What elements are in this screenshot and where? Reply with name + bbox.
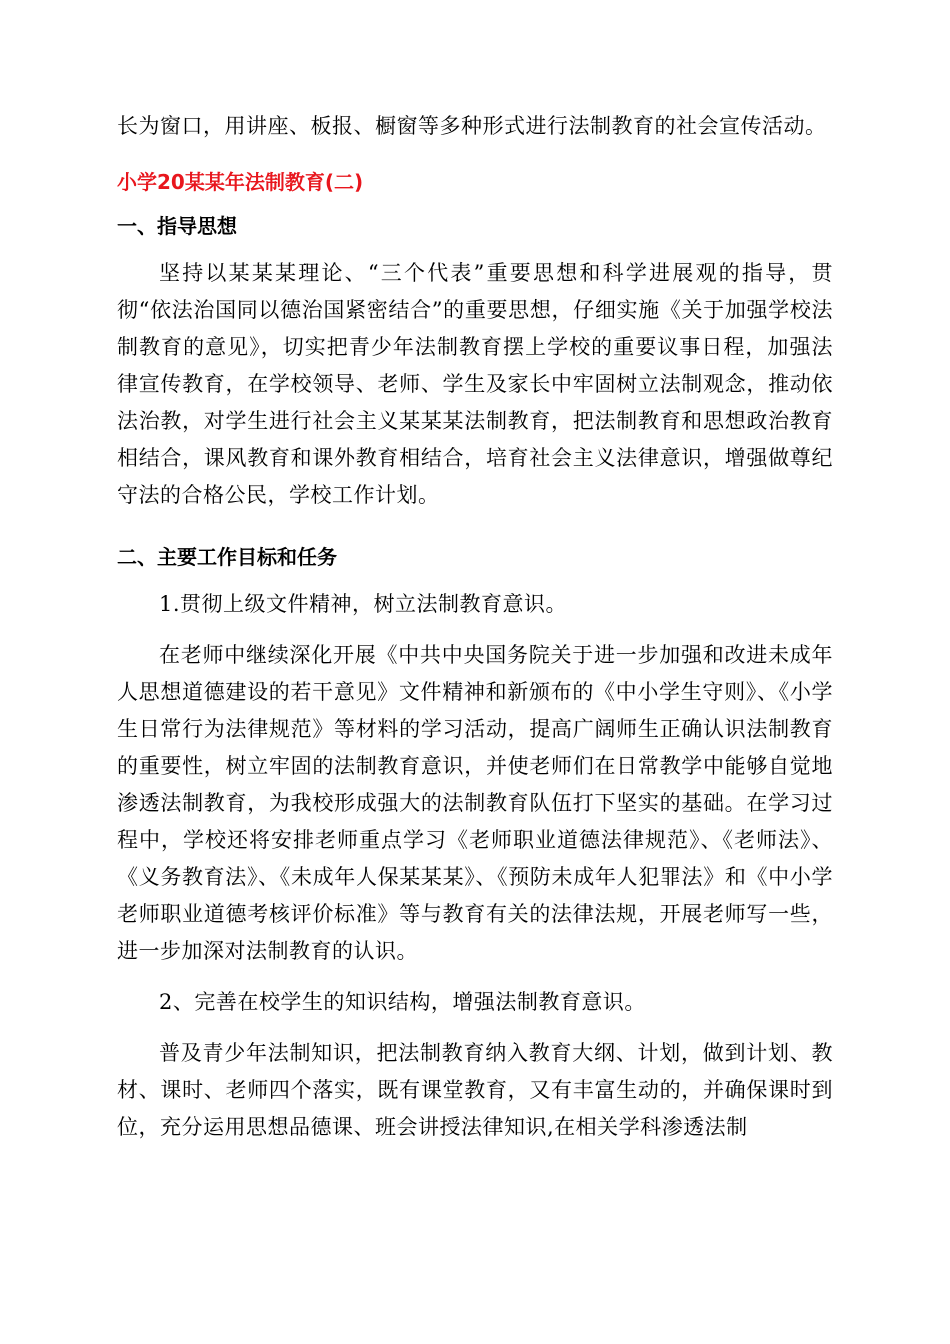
paragraph-guiding-ideology: 坚持以某某某理论、“三个代表”重要思想和科学进展观的指导，贯彻“依法治国同以德治国紧密结合”的重要思想，仔细实施《关于加强学校法制教育的意见》，切实把青少年法制教育摆上学校的重要议事日程，加强法律宣传教育，在学校领导、老师、学生及家长中牢固树立法制观念，推动依法治教，对学生进行社会主义某某某法制教育，把法制教育和思想政治教育相结合，课风教育和课外教育相结合，培育社会主义法律意识，增强做尊纪守法的合格公民，学校工作计划。 [117, 261, 833, 507]
document-page [117, 108, 833, 1146]
item-1-title: 1.贯彻上级文件精神，树立法制教育意识。 [159, 592, 568, 616]
item-2-body: 普及青少年法制知识，把法制教育纳入教育大纲、计划，做到计划、教材、课时、老师四个落实，既有课堂教育，又有丰富生动的，并确保课时到位，充分运用思想品德课、班会讲授法律知识,在相关学科渗透法制 [117, 1041, 833, 1139]
item-1-body: 在老师中继续深化开展《中共中央国务院关于进一步加强和改进未成年人思想道德建设的若干意见》文件精神和新颁布的《中小学生守则》、《小学生日常行为法律规范》等材料的学习活动，提高广阔师生正确认识法制教育的重要性，树立牢固的法制教育意识，并使老师们在日常教学中能够自觉地渗透法制教育，为我校形成强大的法制教育队伍打下坚实的基础。在学习过程中，学校还将安排老师重点学习《老师职业道德法律规范》、《老师法》、《义务教育法》、《未成年人保某某某》、《预防未成年人犯罪法》和《中小学老师职业道德考核评价标准》等与教育有关的法律法规，开展老师写一些，进一步加深对法制教育的认识。 [117, 643, 833, 963]
section-title: 小学20某某年法制教育(二) [117, 170, 364, 194]
heading-goals-tasks: 二、主要工作目标和任务 [117, 545, 337, 569]
heading-guiding-ideology: 一、指导思想 [117, 214, 237, 238]
intro-paragraph: 长为窗口，用讲座、板报、橱窗等多种形式进行法制教育的社会宣传活动。 [117, 114, 827, 138]
item-2-title: 2、完善在校学生的知识结构，增强法制教育意识。 [159, 990, 646, 1014]
